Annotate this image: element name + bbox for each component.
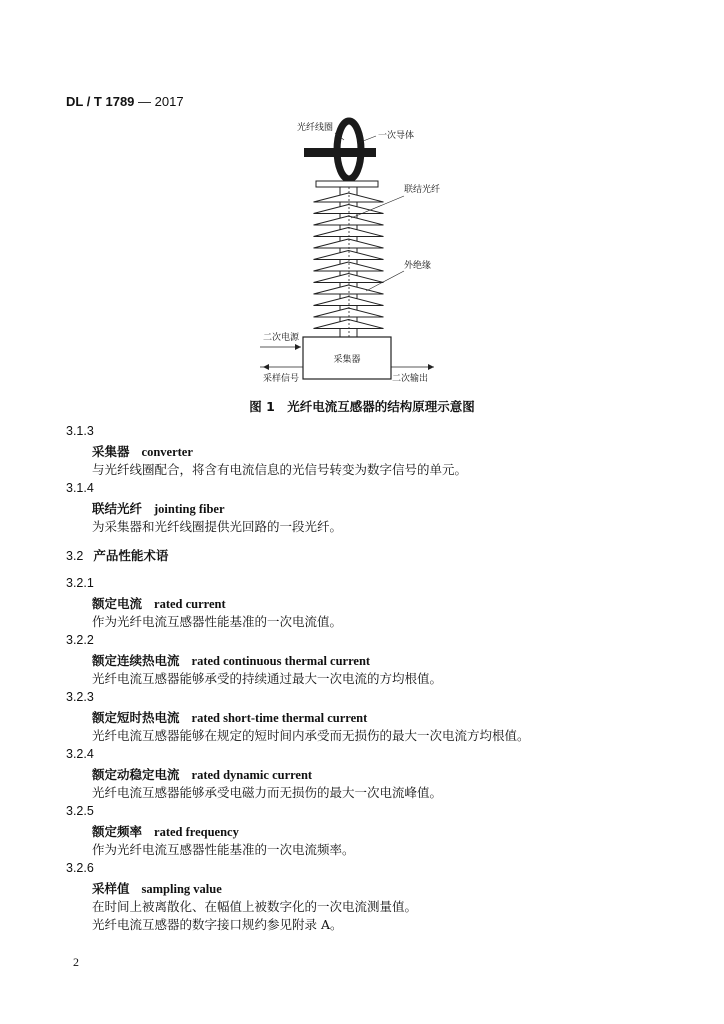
- term-zh: 额定电流: [92, 596, 143, 611]
- term-zh: 联结光纤: [92, 501, 143, 516]
- label-converter: 采集器: [333, 355, 361, 365]
- clause-number: 3.1.3: [66, 424, 94, 438]
- term-definition: 与光纤线圈配合，将含有电流信息的光信号转变为数字信号的单元。: [92, 462, 468, 477]
- term-en: rated continuous thermal current: [191, 654, 371, 668]
- label-secondary-output: 二次输出: [392, 374, 429, 384]
- label-outer-insulation: 外绝缘: [404, 261, 432, 271]
- term-heading: [92, 708, 367, 726]
- term-zh: 额定短时热电流: [92, 710, 180, 725]
- term-heading: [92, 651, 370, 669]
- term-definition: 作为光纤电流互感器性能基准的一次电流值。: [92, 614, 343, 629]
- label-secondary-power: 二次电源: [263, 333, 300, 343]
- term-en: rated frequency: [154, 825, 239, 839]
- insulator-sheds: [314, 193, 384, 329]
- standard-code: DL / T 1789: [66, 94, 135, 109]
- insulator-shed: [314, 285, 384, 294]
- term-heading: [92, 594, 226, 612]
- section-heading: [66, 546, 168, 564]
- term-heading: [92, 442, 193, 460]
- term-definition: 在时间上被离散化、在幅值上被数字化的一次电流测量值。: [92, 899, 418, 914]
- term-zh: 额定频率: [92, 824, 143, 839]
- term-zh: 采样值: [92, 881, 130, 896]
- insulator-shed: [314, 239, 384, 248]
- term-definition: 作为光纤电流互感器性能基准的一次电流频率。: [92, 842, 355, 857]
- insulator-shed: [314, 297, 384, 306]
- clause-number: 3.1.4: [66, 481, 94, 495]
- sampling-signal-arrow-head: [263, 364, 269, 370]
- term-en: converter: [141, 445, 193, 459]
- figure-caption: 图 1 光纤电流互感器的结构原理示意图: [249, 399, 475, 414]
- clause-number: 3.2.5: [66, 804, 94, 818]
- label-primary-conductor: 一次导体: [378, 131, 415, 141]
- output-arrow-head: [428, 364, 434, 370]
- term-note: 光纤电流互感器的数字接口规约参见附录 A。: [92, 917, 343, 932]
- section-title: 产品性能术语: [93, 548, 169, 563]
- term-heading: [92, 499, 225, 517]
- insulator-shed: [314, 193, 384, 202]
- figure-diagram: [250, 112, 440, 384]
- page-number: 2: [73, 955, 79, 969]
- term-definition: 光纤电流互感器能够承受的持续通过最大一次电流的方均根值。: [92, 671, 443, 686]
- insulator-shed: [314, 262, 384, 271]
- insulator-shed: [314, 308, 384, 317]
- clause-number: 3.2.6: [66, 861, 94, 875]
- term-heading: [92, 765, 312, 783]
- header-dash: —: [134, 94, 155, 109]
- insulator-shed: [314, 320, 384, 329]
- term-heading: [92, 822, 239, 840]
- term-definition: 为采集器和光纤线圈提供光回路的一段光纤。: [92, 519, 343, 534]
- insulator-shed: [314, 251, 384, 260]
- top-flange: [316, 181, 378, 187]
- term-en: rated short-time thermal current: [191, 711, 368, 725]
- term-en: jointing fiber: [154, 502, 225, 516]
- term-heading: [92, 879, 222, 897]
- term-zh: 采集器: [92, 444, 130, 459]
- clause-number: 3.2.1: [66, 576, 94, 590]
- insulator-shed: [314, 274, 384, 283]
- term-zh: 额定动稳定电流: [92, 767, 180, 782]
- standard-year: 2017: [154, 94, 184, 109]
- term-definition: 光纤电流互感器能够在规定的短时间内承受而无损伤的最大一次电流方均根值。: [92, 728, 530, 743]
- label-fiber-coil: 光纤线圈: [297, 123, 334, 133]
- clause-number: 3.2.2: [66, 633, 94, 647]
- clause-number: 3.2.3: [66, 690, 94, 704]
- document-code: [66, 94, 184, 109]
- term-en: sampling value: [141, 882, 222, 896]
- label-jointing-fiber: 联结光纤: [404, 185, 440, 195]
- clause-number: 3.2.4: [66, 747, 94, 761]
- insulator-shed: [314, 228, 384, 237]
- term-en: rated current: [154, 597, 226, 611]
- term-zh: 额定连续热电流: [92, 653, 180, 668]
- term-definition: 光纤电流互感器能够承受电磁力而无损伤的最大一次电流峰值。: [92, 785, 443, 800]
- label-sampling-signal: 采样信号: [263, 374, 300, 384]
- insulator-shed: [314, 216, 384, 225]
- term-en: rated dynamic current: [191, 768, 313, 782]
- power-arrow-head: [295, 344, 301, 350]
- section-number: 3.2: [66, 549, 84, 563]
